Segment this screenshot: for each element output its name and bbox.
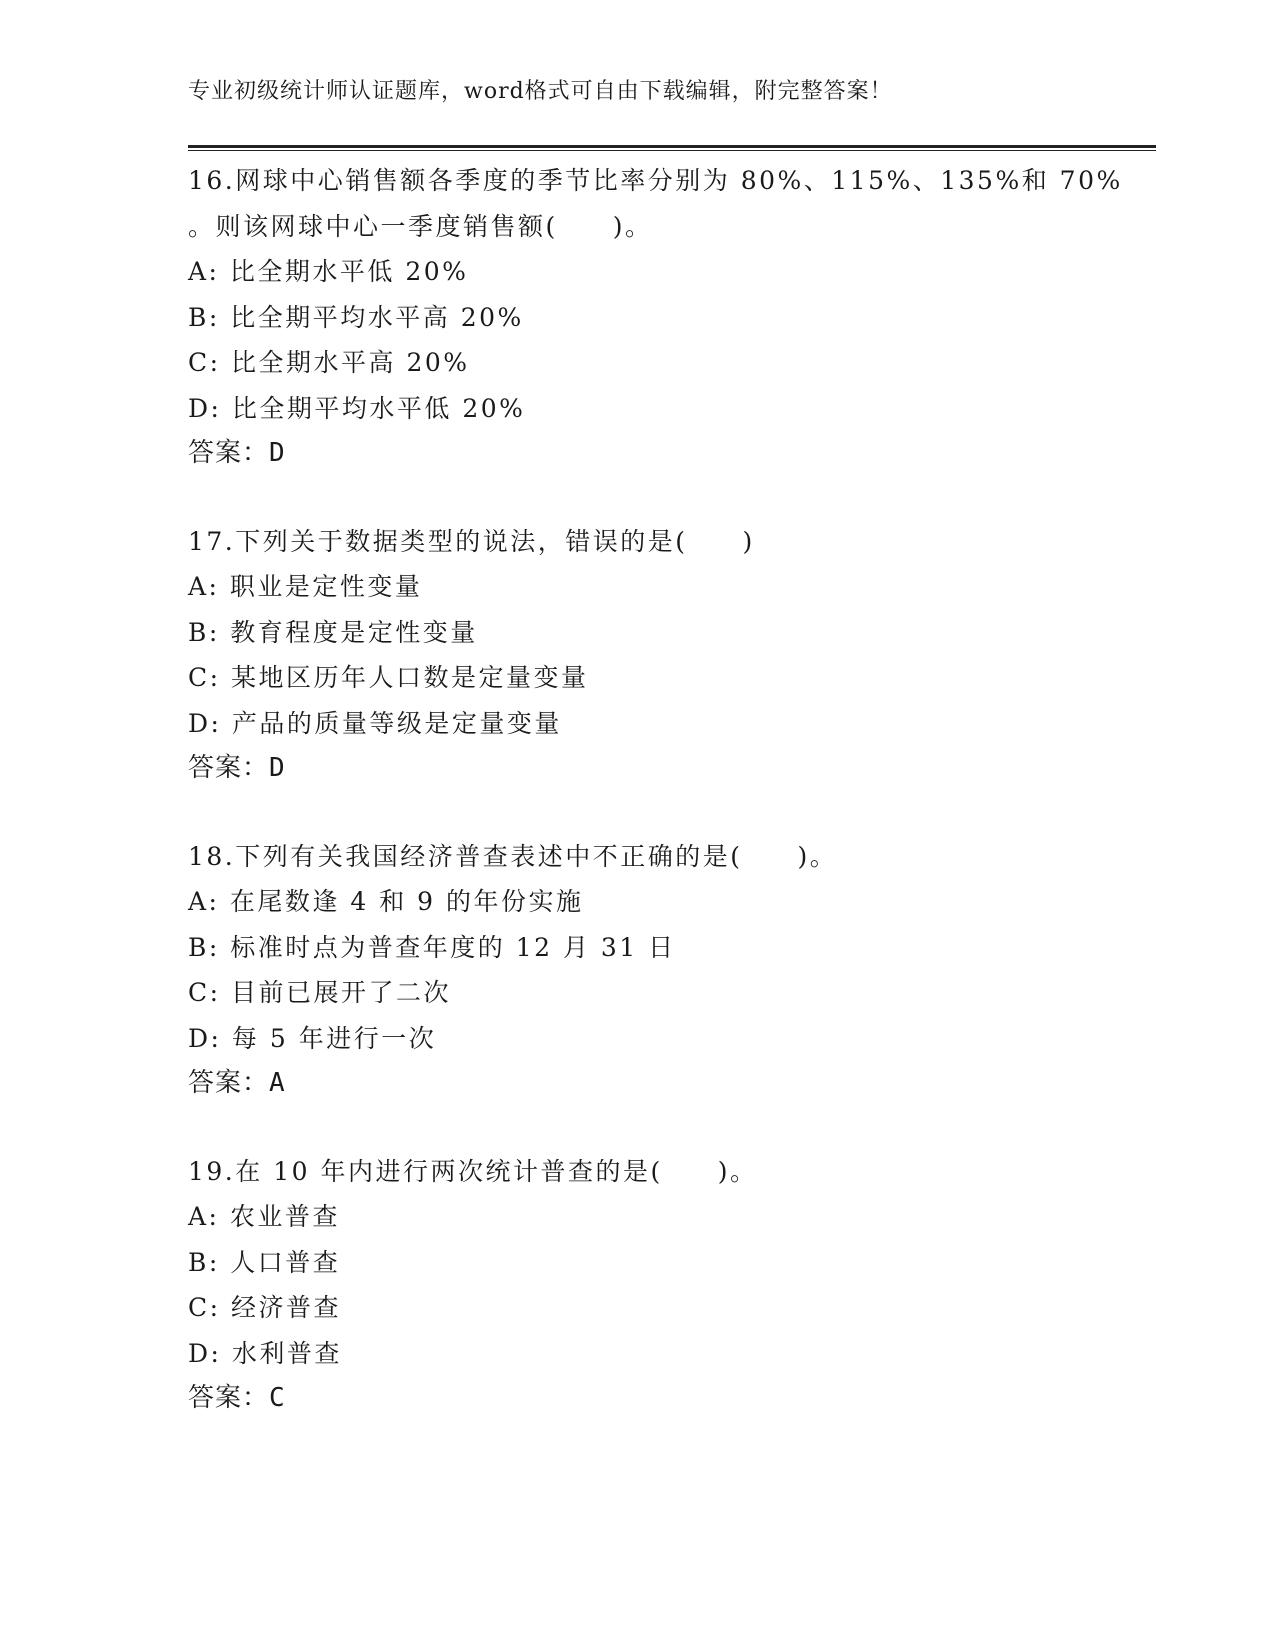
- answer-line: [188, 431, 1156, 477]
- option-d: D: 产品的质量等级是定量变量: [188, 708, 562, 738]
- option-c: C: 目前已展开了二次: [188, 978, 451, 1007]
- answer-label: 答案：: [188, 1068, 270, 1098]
- answer-value: D: [269, 438, 286, 468]
- answer-line: [188, 746, 1156, 792]
- answer-value: A: [269, 1068, 286, 1098]
- option-b: B: 标准时点为普查年度的 12 月 31 日: [188, 932, 676, 962]
- option-d: D: 比全期平均水平低 20%: [188, 393, 526, 423]
- answer-label: 答案：: [188, 753, 270, 783]
- option-c: C: 经济普查: [188, 1293, 341, 1322]
- option-c: C: 比全期水平高 20%: [188, 348, 470, 377]
- option-a: A: 农业普查: [188, 1202, 340, 1231]
- answer-line: [188, 1376, 1156, 1422]
- question-stem-line: 18.下列有关我国经济普查表述中不正确的是( )。: [188, 841, 838, 871]
- question-16: [188, 158, 1156, 477]
- option-b: B: 比全期平均水平高 20%: [188, 302, 524, 332]
- answer-line: [188, 1061, 1156, 1107]
- question-19: [188, 1149, 1156, 1422]
- option-d: D: 每 5 年进行一次: [188, 1023, 437, 1053]
- option-b: B: 人口普查: [188, 1247, 341, 1277]
- option-c: C: 某地区历年人口数是定量变量: [188, 663, 589, 692]
- option-a: A: 职业是定性变量: [188, 572, 423, 601]
- option-b: B: 教育程度是定性变量: [188, 617, 478, 647]
- question-stem-line: 。则该网球中心一季度销售额( )。: [188, 211, 653, 241]
- option-d: D: 水利普查: [188, 1338, 342, 1368]
- answer-value: D: [269, 753, 286, 783]
- question-stem-line: 16.网球中心销售额各季度的季节比率分别为 80%、115%、135%和 70%: [188, 166, 1123, 195]
- answer-label: 答案：: [188, 438, 270, 468]
- question-list: [188, 158, 1156, 1464]
- answer-label: 答案：: [188, 1383, 270, 1413]
- question-stem-line: 19.在 10 年内进行两次统计普查的是( )。: [188, 1156, 758, 1186]
- option-a: A: 在尾数逢 4 和 9 的年份实施: [188, 887, 584, 916]
- question-17: [188, 519, 1156, 792]
- question-18: [188, 834, 1156, 1107]
- header-divider: [188, 145, 1156, 151]
- page-header: 专业初级统计师认证题库，word格式可自由下载编辑，附完整答案！: [188, 79, 893, 104]
- answer-value: C: [269, 1383, 286, 1413]
- question-stem-line: 17.下列关于数据类型的说法，错误的是( ): [188, 526, 755, 556]
- option-a: A: 比全期水平低 20%: [188, 257, 469, 286]
